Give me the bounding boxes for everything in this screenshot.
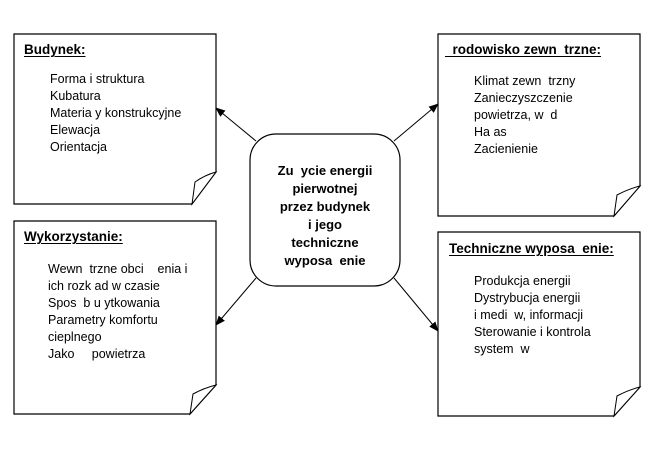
note-items — [48, 261, 187, 363]
center-line: Zu ycie energii — [277, 163, 373, 178]
list-item: cieplnego — [48, 330, 102, 344]
note-title: Budynek: — [24, 42, 86, 57]
list-item: Zanieczyszczenie — [474, 91, 573, 105]
list-item: Dystrybucja energii — [474, 291, 581, 305]
center-label — [252, 162, 398, 270]
list-item: Kubatura — [50, 89, 101, 103]
note-items — [50, 71, 181, 156]
list-item: Wewn trzne obci enia i — [48, 262, 188, 276]
center-line: wyposa enie — [284, 253, 366, 268]
arrow-to-budynek — [216, 108, 256, 141]
list-item: Parametry komfortu — [48, 313, 158, 327]
list-item: Jako powietrza — [48, 347, 146, 361]
list-item: Materia y konstrukcyjne — [50, 106, 182, 120]
list-item: Klimat zewn trzny — [474, 74, 576, 88]
arrow-to-wykorzystanie — [216, 278, 256, 325]
note-items — [474, 273, 591, 358]
list-item: Produkcja energii — [474, 274, 571, 288]
note-title: Techniczne wyposa enie: — [449, 241, 614, 256]
list-item: Orientacja — [50, 140, 107, 154]
note-title: Wykorzystanie: — [24, 229, 123, 244]
arrow-to-srodowisko — [394, 104, 438, 141]
list-item: system w — [474, 342, 530, 356]
center-line: i jego — [308, 217, 342, 232]
list-item: Zacienienie — [474, 142, 538, 156]
list-item: i medi w, informacji — [474, 308, 584, 322]
arrow-to-techniczne — [394, 278, 438, 331]
list-item: Ha as — [474, 125, 507, 139]
center-line: przez budynek — [279, 199, 371, 214]
list-item: ich rozk ad w czasie — [48, 279, 160, 293]
list-item: Forma i struktura — [50, 72, 145, 86]
center-line: pierwotnej — [292, 181, 358, 196]
list-item: Sterowanie i kontrola — [474, 325, 591, 339]
note-title: rodowisko zewn trzne: — [445, 42, 602, 57]
list-item: powietrza, w d — [474, 108, 558, 122]
list-item: Elewacja — [50, 123, 101, 137]
list-item: Spos b u ytkowania — [48, 296, 160, 310]
note-items — [474, 73, 575, 158]
center-line: techniczne — [291, 235, 359, 250]
